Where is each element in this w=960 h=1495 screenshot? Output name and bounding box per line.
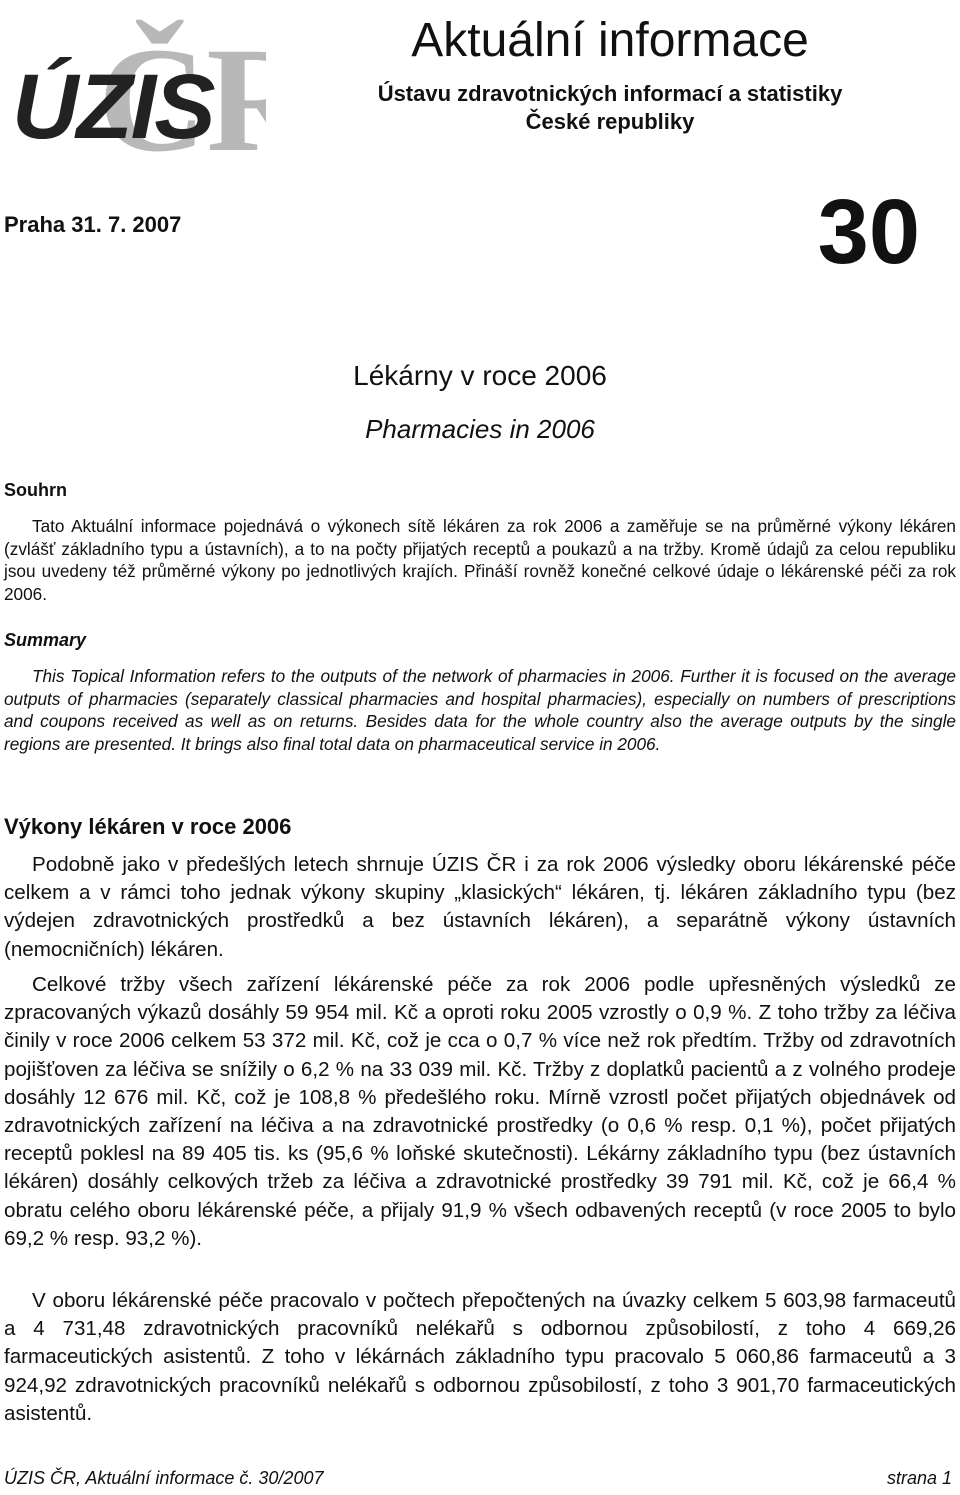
souhrn-text: Tato Aktuální informace pojednává o výkonech sítě lékáren za rok 2006 a zaměřuje se na průměrné výkony lékáren (zvlášť základního typu a ústavních), a to na počty přijatých receptů a poukazů a na tržby. Kromě údajů za celou republiku jsou uvedeny též průměrné výkony po jednotlivých krajích. Přináší rovněž konečné celkové údaje o lékárenské péči za rok 2006. [4,516,956,604]
body-paragraph-1-text: Podobně jako v předešlých letech shrnuje ÚZIS ČR i za rok 2006 výsledky oboru lékárenské péče celkem a v rámci toho jednak výkony skupiny „klasických“ lékáren, tj. lékáren základního typu (bez výdejen zdravotnických prostředků a bez ústavních lékáren), a separátně výkony ústavních (nemocničních) lékáren. [4,853,956,961]
document-title: Lékárny v roce 2006 [353,360,607,391]
uzis-logo [6,0,266,170]
subtitle-line-2: České republiky [525,109,695,134]
body-paragraph-1 [4,851,956,964]
section-heading: Výkony lékáren v roce 2006 [4,814,292,839]
publication-title: Aktuální informace [411,14,809,67]
body-paragraph-3-text: V oboru lékárenské péče pracovalo v počtech přepočtených na úvazky celkem 5 603,98 farmaceutů a 4 731,48 zdravotnických pracovníků nelékařů s odbornou způsobilostí, z toho 4 669,26 farmaceutických asistentů. Z toho v lékárnách základního typu pracovalo 5 060,86 farmaceutů a 3 924,92 zdravotnických pracovníků nelékařů s odbornou způsobilostí, z toho 3 901,70 farmaceutických asistentů. [4,1289,956,1425]
document-title-english: Pharmacies in 2006 [365,414,595,444]
body-paragraph-3 [4,1287,956,1428]
summary-label: Summary [4,630,87,650]
footer-source: ÚZIS ČR, Aktuální informace č. 30/2007 [4,1468,324,1488]
subtitle-line-1: Ústavu zdravotnických informací a statistiky [377,81,843,106]
summary-paragraph [4,665,956,755]
logo-text: ÚZIS [12,56,214,158]
body-paragraph-2 [4,971,956,1253]
issue-number: 30 [817,181,920,283]
souhrn-label: Souhrn [4,480,67,500]
souhrn-paragraph [4,515,956,605]
summary-text: This Topical Information refers to the outputs of the network of pharmacies in 2006. Further it is focused on the average outputs of pharmacies (separately classical pharmacies and hospital pharmacies), especially on numbers of prescriptions and coupons received as well as on returns. Besides data for the whole country also the average outputs by the single regions are presented. It brings also final total data on pharmaceutical service in 2006. [4,666,956,754]
publication-subtitle [260,80,960,136]
uzis-logo-graphic [6,0,266,170]
footer-page-number: strana 1 [886,1468,952,1488]
logo-watermark: ČR [98,17,266,170]
body-paragraph-2-text: Celkové tržby všech zařízení lékárenské péče za rok 2006 podle upřesněných výsledků ze zpracovaných výkazů dosáhly 59 954 mil. Kč a oproti roku 2005 vzrostly o 0,9 %. Z toho tržby za léčiva činily v roce 2006 celkem 53 372 mil. Kč, což je cca o 0,7 % více než rok předtím. Tržby od zdravotních pojišťoven za léčiva se snížily o 6,2 % na 33 039 mil. Kč. Tržby z doplatků pacientů a z volného prodeje dosáhly 12 676 mil. Kč, což je 108,8 % předešlého roku. Mírně vzrostl počet přijatých objednávek od zdravotnických zařízení na léčiva a na zdravotnické prostředky (o 0,6 % resp. 0,1 %), počet přijatých receptů poklesl na 89 405 tis. ks (95,6 % loňské skutečnosti). Lékárny základního typu (bez ústavních lékáren) dosáhly celkových tržeb za léčiva a zdravotnické prostředky 39 791 mil. Kč, což je 66,4 % obratu celého oboru lékárenské péče, a přijaly 91,9 % všech odbavených receptů (v roce 2005 to bylo 69,2 % resp. 93,2 %). [4,973,956,1250]
publication-date: Praha 31. 7. 2007 [4,212,182,237]
